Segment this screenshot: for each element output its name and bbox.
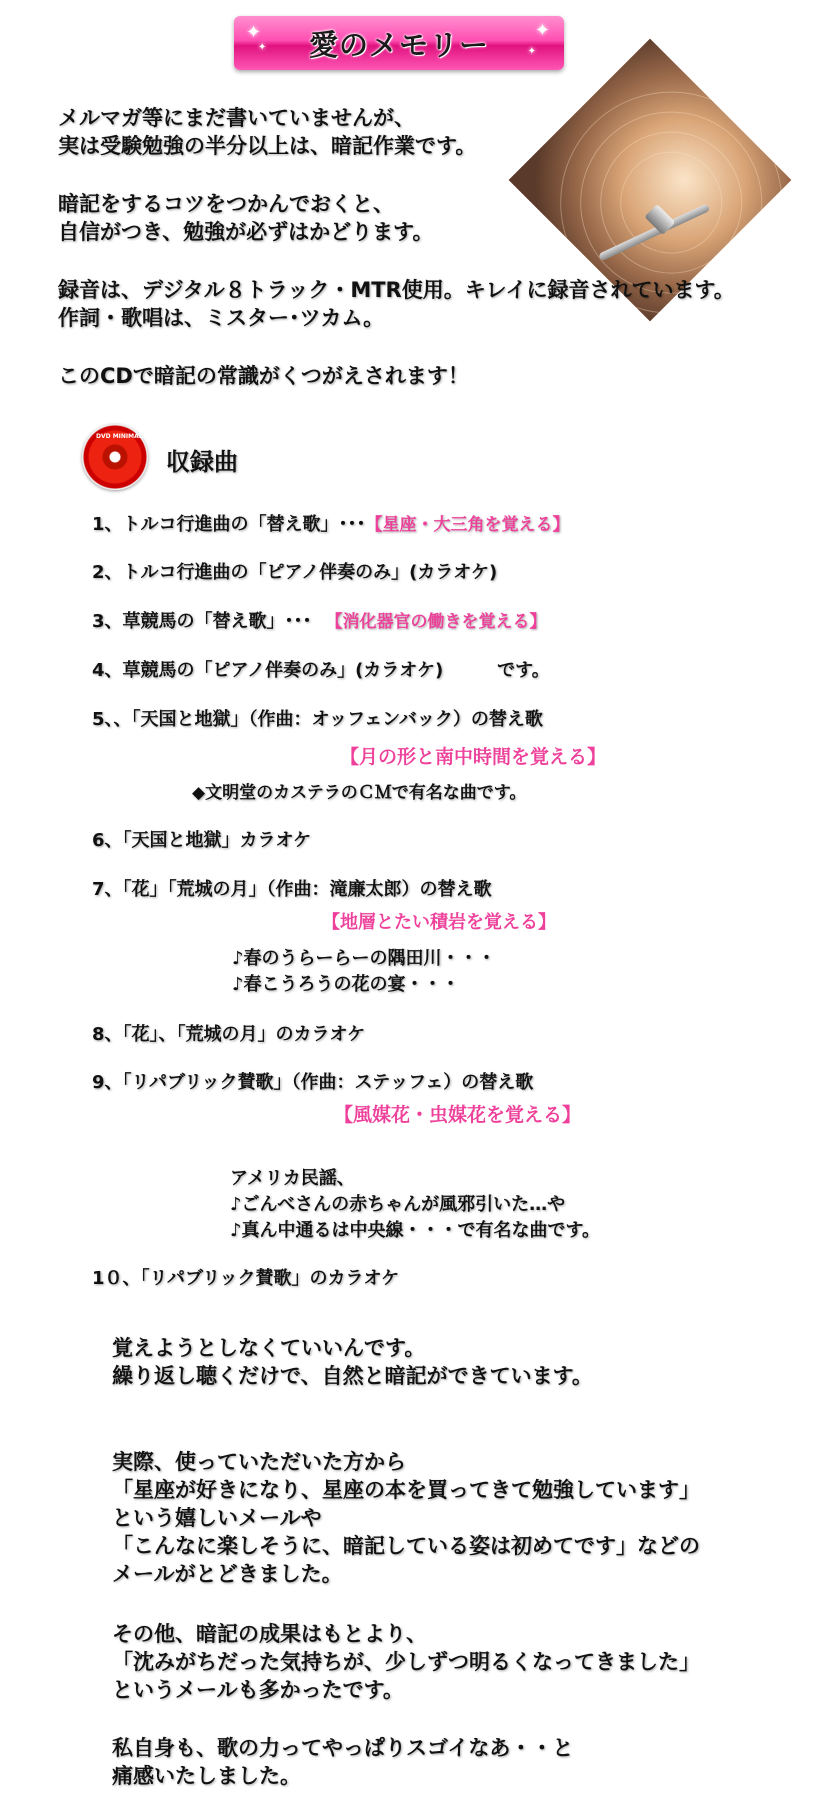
- track-7-sub-1: ♪春のうらーらーの隅田川・・・: [232, 948, 496, 969]
- track-3-note: 【消化器官の働きを覚える】: [325, 612, 547, 632]
- track-7-note: 【地層とたい積岩を覚える】: [322, 912, 556, 933]
- intro-paragraph-1: メルマガ等にまだ書いていませんが、 実は受験勉強の半分以上は、暗記作業です。: [58, 106, 477, 158]
- track-4: 4、草競馬の「ピアノ伴奏のみ」(カラオケ) です。: [92, 660, 550, 681]
- track-7-sub-2: ♪春こうろうの花の宴・・・: [232, 974, 460, 995]
- track-3: 3、草競馬の「替え歌」･･･ 【消化器官の働きを覚える】: [92, 611, 547, 632]
- track-9-note: 【風媒花・虫媒花を覚える】: [334, 1104, 582, 1126]
- track-5-note: 【月の形と南中時間を覚える】: [340, 746, 607, 768]
- track-9-sub-2: ♪ごんべさんの赤ちゃんが風邪引いた…や: [230, 1194, 566, 1215]
- closing-paragraph-4: 私自身も、歌の力ってやっぱりスゴイなあ・・と 痛感いたしました。: [112, 1736, 574, 1788]
- intro-paragraph-4: このCDで暗記の常識がくつがえされます！: [58, 364, 469, 388]
- closing-paragraph-2: 実際、使っていただいた方から 「星座が好きになり、星座の本を買ってきて勉強しています」 という嬉しいメールや 「こんなに楽しそうに、暗記している姿は初めてです」などの メールがとどきました。: [112, 1450, 700, 1586]
- intro-paragraph-2: 暗記をするコツをつかんでおくと、 自信がつき、勉強が必ずはかどります。: [58, 192, 434, 244]
- track-7: 7、「花」「荒城の月」（作曲：滝廉太郎）の替え歌: [92, 879, 492, 900]
- sparkle-icon: ✦: [527, 46, 536, 57]
- track-9: 9、「リパブリック賛歌」（作曲：ステッフェ）の替え歌: [92, 1072, 534, 1093]
- track-10: 1０、「リパブリック賛歌」のカラオケ: [92, 1268, 400, 1289]
- cd-icon: [82, 424, 148, 490]
- page-title: 愛のメモリー: [308, 27, 489, 62]
- closing-paragraph-3: その他、暗記の成果はもとより、 「沈みがちだった気持ちが、少しずつ明るくなってきました」 というメールも多かったです。: [112, 1622, 700, 1702]
- track-5-sub: ◆文明堂のカステラのＣＭで有名な曲です。: [192, 783, 527, 803]
- track-1-note: 【星座・大三角を覚える】: [365, 515, 570, 535]
- sparkle-icon: ✦: [534, 20, 550, 41]
- track-5: 5、、「天国と地獄」（作曲：オッフェンバック）の替え歌: [92, 709, 543, 730]
- sparkle-icon: ✦: [258, 42, 267, 53]
- track-8: 8、「花」、「荒城の月」のカラオケ: [92, 1024, 366, 1045]
- cd-label: DVD MINIMAL: [96, 433, 143, 440]
- title-banner: [234, 16, 564, 70]
- track-1: 1、トルコ行進曲の「替え歌」･･･【星座・大三角を覚える】: [92, 514, 570, 535]
- tracklist-heading: 収録曲: [166, 448, 238, 476]
- intro-paragraph-3: 録音は、デジタル８トラック・MTR使用。キレイに録音されています。 作詞・歌唱は、ミスター･ツカム。: [58, 278, 735, 330]
- sparkle-icon: ✦: [246, 22, 262, 43]
- track-2: 2、トルコ行進曲の「ピアノ伴奏のみ」(カラオケ): [92, 562, 498, 583]
- track-6: 6、「天国と地獄」カラオケ: [92, 830, 312, 851]
- closing-paragraph-1: 覚えようとしなくていいんです。 繰り返し聴くだけで、自然と暗記ができています。: [112, 1336, 593, 1388]
- track-9-sub-1: アメリカ民謡、: [230, 1168, 355, 1189]
- track-9-sub-3: ♪真ん中通るは中央線・・・で有名な曲です。: [230, 1220, 601, 1241]
